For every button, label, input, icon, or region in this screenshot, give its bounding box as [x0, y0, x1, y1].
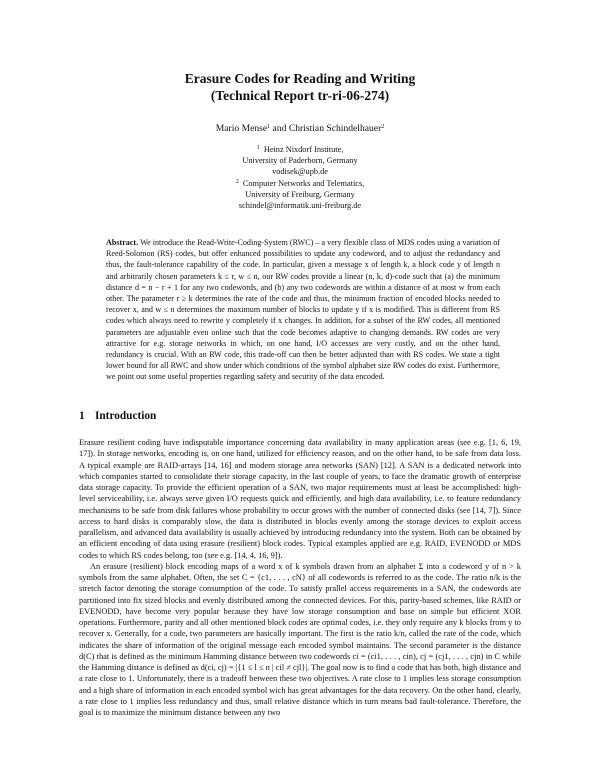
abstract-label: Abstract.	[106, 238, 139, 247]
paper-title: Erasure Codes for Reading and Writing	[184, 71, 416, 86]
affiliation-email: vodisek@upb.de	[272, 167, 328, 177]
affiliation-line: $^1$ Heinz Nixdorf Institute,	[256, 145, 344, 154]
author-separator: and	[270, 123, 289, 134]
body-text	[79, 437, 521, 718]
abstract-text: We introduce the Read-Write-Coding-System (RWC) – a very flexible class of MDS codes using a variation of Reed-Solomon (RS) codes, but offer enhanced possibilities to update any codeword, and to adjust the redundancy and thus, the fault-tolerance capability of the code. In particular, given a message x of length k, a block code y of length n and arbitrarily chosen parameters k ≤ r, w ≤ n, our RW codes provide a linear (n, k, d)-code such that (a) the minimum distance d = n − r + 1 for any two codewords, and (b) any two codewords are within a distance of at most w from each other. The parameter r ≥ k determines the rate of the code and thus, the minimum fraction of encoded blocks needed to recover x, and w ≤ n determines the maximum number of blocks to update y if x is modified. This is different from RS codes which always need to rewrite y completely if x changes. In addition, for a subset of the RW codes, all mentioned parameters are adjustable even online such that the code becomes adaptive to changing demands. RW codes are very attractive for e.g. storage networks in which, on one hand, I/O accesses are very costly, and on the other hand, redundancy is crucial. With an RW code, this trade-off can then be better adjusted than with RS codes. We state a tight lower bound for all RWC and show under which conditions of the symbol alphabet size RW codes do exist. Furthermore, we point out some useful properties regarding safety and security of the data encoded.	[106, 238, 500, 382]
affiliation-marker: 1	[256, 145, 260, 151]
section-number: 1	[79, 410, 85, 422]
paragraph: Erasure resilient coding have indisputable importance concerning data availability in many application areas (see e.g. [1, 6, 19, 17]). In storage networks, encoding is, on one hand, utilized for efficiency reason, and on the other hand, to be safe from data loss. A typical example are RAID-arrays [14, 16] and modern storage area networks (SAN) [12]. A SAN is a dedicated network into which companies started to consolidate their storage capacity, in the last couple of years, to face the dramatic growth of enterprise data storage capacity. To provide the efficient operation of a SAN, two major requirements must at least be accomplished: high-level serviceability, i.e. always serve given I/O requests quick and efficiently, and high data availability, i.e. to feature redundancy mechanisms to be safe from disk failures whose probability to occur grows with the number of connected disks (see [14, 7]). Since access to hard disks is comparably slow, the data is distributed in blocks evenly among the storage devices to exploit access parallelism, and advanced data availability is usually achieved by introducing redundancy into the system. Both can be obtained by an efficient encoding of data using erasure (resilient) block codes. Typical examples applied are e.g. RAID, EVENODD or MDS codes to which RS codes belong, too (see e.g. [14, 4, 16, 9]).	[79, 438, 521, 560]
affiliation-marker: 2	[381, 124, 385, 130]
author-name: Christian Schindelhauer	[288, 123, 382, 134]
author-line	[0, 123, 600, 134]
affiliation-line: University of Freiburg, Germany	[245, 190, 355, 200]
paper-subtitle: (Technical Report tr-ri-06-274)	[210, 88, 390, 103]
affiliation-block	[0, 177, 600, 212]
affiliation-line: $^2$ Computer Networks and Telematics,	[235, 179, 365, 188]
affiliation-email: schindel@informatik.uni-freiburg.de	[238, 201, 362, 211]
paragraph: An erasure (resilient) block encoding maps of a word x of k symbols drawn from an alphabet Σ into a codeword y of n > k symbols from the same alphabet. Often, the set C = {c1, . . . , cN} of all codewords is referred to as the code. The ratio n/k is the stretch factor denoting the storage consumption of the code. To satisfy prallel access requirements in a SAN, the codewords are partitioned into fix sized blocks and evenly distributed among the connected devices. For this, parity-based schemes, like RAID or EVENODD, have become very popular because they have low storage consumption and base on simple but efficient XOR operations. Furthermore, parity and all other mentioned block codes are optimal codes, i.e. they only require any k blocks from y to recover x. Generally, for a code, two parameters are basically important. The first is the ratio k/n, called the rate of the code, which indicates the share of information of the original message each encoded symbol maintains. The second parameter is the distance d(C) that is defined as the minimum Hamming distance between two codewords ci = (ci1, . . . , cin), cj = (cj1, . . . , cjn) in C while the Hamming distance is defined as d(ci, cj) = |{1 ≤ l ≤ n | cil ≠ cjl}|. The goal now is to find a code that has both, high distance and a rate close to 1. Unfortunately, there is a tradeoff between these two objectives. A rate close to 1 implies less storage consumption and a high share of information in each encoded symbol wich has great advantages for the data recovery. On the other hand, clearly, a rate close to 1 implies less redundancy and thus, small relative distance which in turn means bad fault-tolerance. Therefore, the goal is to maximize the minimum distance between any two	[79, 561, 521, 717]
author-name: Mario Mense	[215, 123, 268, 134]
abstract	[106, 237, 500, 383]
affiliation-marker: 2	[235, 179, 239, 185]
affiliation-marker: 1	[267, 124, 271, 130]
affiliation-line: University of Paderborn, Germany	[242, 156, 358, 166]
affiliation-block	[0, 143, 600, 178]
section-heading	[79, 410, 156, 422]
section-title: Introduction	[95, 410, 157, 422]
